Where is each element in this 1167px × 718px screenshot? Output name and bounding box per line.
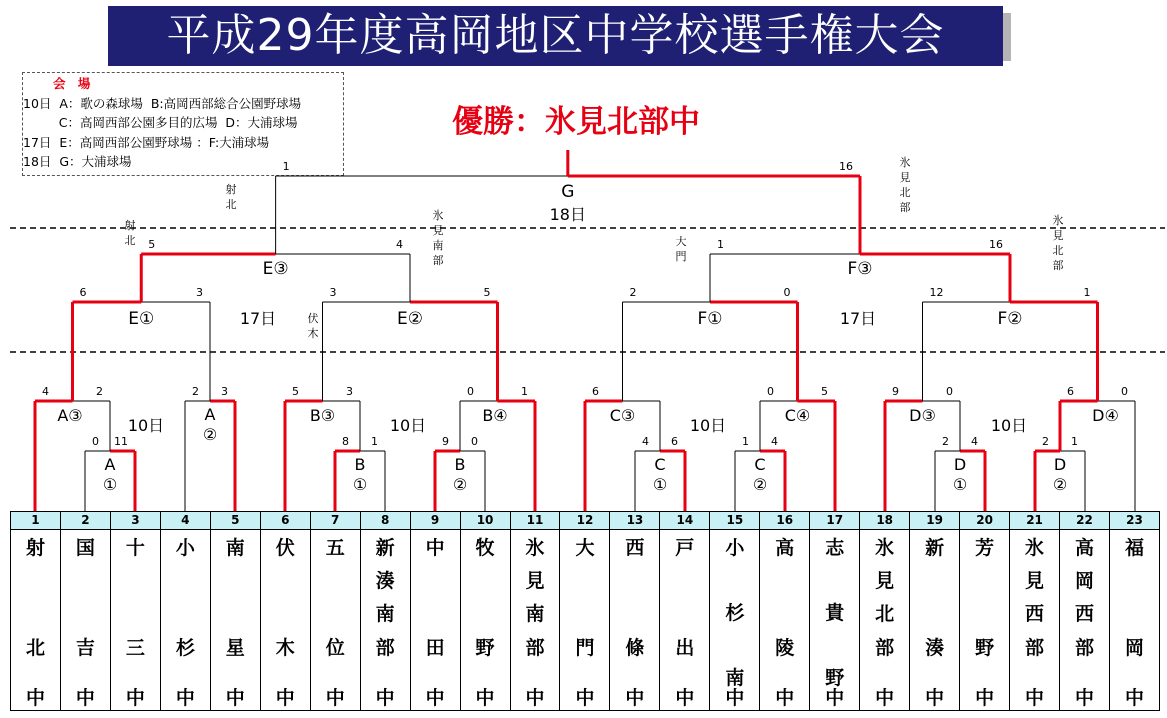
score-left: 5 — [148, 238, 156, 251]
score-right: 0 — [783, 286, 791, 299]
match-label: A — [104, 455, 116, 474]
team-name: 十 三 中 — [110, 530, 160, 711]
team-number: 7 — [310, 512, 360, 530]
score-left: 12 — [929, 286, 944, 299]
score-left: 2 — [942, 435, 949, 448]
match-label: E② — [397, 309, 423, 329]
team-name: 中 田 中 — [410, 530, 460, 711]
score-left: 4 — [42, 385, 49, 398]
match-label: ② — [452, 475, 468, 494]
score-right: 3 — [221, 385, 228, 398]
match-label: ① — [952, 475, 968, 494]
team-number: 2 — [60, 512, 110, 530]
day-label: 10日 — [689, 416, 727, 435]
team-name: 志 貴 野 中 — [810, 530, 860, 711]
team-number: 16 — [760, 512, 810, 530]
match-label: B④ — [482, 406, 508, 425]
match-label: F② — [997, 309, 1023, 329]
score-right: 0 — [946, 385, 953, 398]
match-label: B — [454, 455, 466, 474]
score-left: 3 — [329, 286, 337, 299]
match-label: E① — [128, 309, 155, 329]
teams-table — [10, 511, 1160, 711]
score-right: 6 — [671, 435, 678, 448]
score-left: 5 — [292, 385, 299, 398]
advancer-label: 氷 — [432, 209, 444, 222]
team-number: 14 — [660, 512, 710, 530]
match-label: C③ — [609, 406, 636, 425]
team-number: 17 — [810, 512, 860, 530]
day-label: 17日 — [839, 309, 877, 328]
advancer-label: 北 — [1052, 244, 1064, 257]
score-right: 11 — [114, 435, 128, 448]
score-left: 2 — [629, 286, 637, 299]
venue-line: 17日 E：高岡西部公園野球場 ：F:大浦球場 — [23, 134, 270, 150]
team-name: 氷 見 西 部 中 — [1010, 530, 1060, 711]
match-label: A③ — [57, 406, 83, 425]
advancer-label: 氷 — [1052, 214, 1064, 227]
team-number: 13 — [610, 512, 660, 530]
venue-line: C：高岡西部公園多目的広場 D：大浦球場 — [23, 115, 298, 131]
day-label: 10日 — [990, 416, 1028, 435]
match-label: C — [654, 455, 666, 474]
score-left: 0 — [767, 385, 774, 398]
day-label: 17日 — [239, 309, 277, 328]
match-label: D③ — [909, 406, 936, 425]
score-right: 4 — [396, 238, 403, 251]
match-label: ① — [102, 475, 118, 494]
match-label: F① — [697, 309, 723, 329]
team-name: 西 條 中 — [610, 530, 660, 711]
advancer-label: 大 — [675, 235, 687, 248]
advancer-label: 木 — [307, 327, 319, 340]
score-left: 6 — [592, 385, 599, 398]
page-title: 平成29年度高岡地区中学校選手権大会 — [108, 6, 1003, 66]
team-number: 15 — [710, 512, 760, 530]
team-name: 氷 見 南 部 中 — [510, 530, 560, 711]
score-right: 0 — [1121, 385, 1128, 398]
team-number: 9 — [410, 512, 460, 530]
match-label: F③ — [847, 259, 873, 279]
advancer-label: 北 — [124, 234, 136, 247]
score-left: 9 — [892, 385, 899, 398]
advancer-label: 北 — [225, 198, 237, 211]
match-label: G — [561, 182, 575, 202]
team-name: 牧 野 中 — [460, 530, 510, 711]
advancer-label: 門 — [675, 250, 687, 263]
score-left: 1 — [717, 238, 724, 251]
team-number: 23 — [1109, 512, 1159, 530]
score-right: 1 — [1071, 435, 1078, 448]
score-right: 16 — [989, 238, 1003, 251]
advancer-label: 氷 — [899, 156, 911, 169]
team-number: 20 — [960, 512, 1010, 530]
team-name: 南 星 中 — [210, 530, 260, 711]
day-label: 10日 — [389, 416, 427, 435]
advancer-label: 射 — [225, 183, 237, 196]
score-right: 5 — [483, 286, 491, 299]
team-name: 高 陵 中 — [760, 530, 810, 711]
advancer-label: 南 — [432, 239, 444, 252]
team-name: 氷 見 北 部 中 — [860, 530, 910, 711]
team-number: 1 — [11, 512, 61, 530]
score-right: 4 — [971, 435, 978, 448]
team-number: 8 — [360, 512, 410, 530]
team-name: 大 門 中 — [560, 530, 610, 711]
team-name: 小 杉 南 中 — [710, 530, 760, 711]
team-number: 18 — [860, 512, 910, 530]
venue-line: 10日 A：歌の森球場 B:高岡西部総合公園野球場 — [23, 95, 302, 111]
team-number: 22 — [1060, 512, 1110, 530]
score-left: 0 — [467, 385, 474, 398]
team-number: 19 — [910, 512, 960, 530]
team-name: 五 位 中 — [310, 530, 360, 711]
team-name: 戸 出 中 — [660, 530, 710, 711]
team-number: 3 — [110, 512, 160, 530]
score-left: 8 — [342, 435, 349, 448]
team-name: 新 湊 中 — [910, 530, 960, 711]
team-number: 6 — [260, 512, 310, 530]
match-label: C④ — [784, 406, 811, 425]
team-name: 福 岡 中 — [1109, 530, 1159, 711]
score-left: 1 — [282, 160, 290, 173]
score-right: 3 — [196, 286, 203, 299]
match-label: E③ — [262, 259, 289, 279]
score-right: 1 — [371, 435, 378, 448]
score-right: 0 — [471, 435, 478, 448]
match-label: B③ — [309, 406, 336, 425]
match-label: ① — [352, 475, 368, 494]
score-left: 0 — [92, 435, 99, 448]
match-label: D — [1053, 455, 1067, 474]
team-name: 新 湊 南 部 中 — [360, 530, 410, 711]
advancer-label: 北 — [899, 186, 911, 199]
match-label: ② — [1052, 475, 1068, 494]
team-name: 芳 野 中 — [960, 530, 1010, 711]
team-name: 射 北 中 — [11, 530, 61, 711]
team-number: 10 — [460, 512, 510, 530]
team-name: 国 吉 中 — [60, 530, 110, 711]
match-label: C — [754, 455, 766, 474]
score-right: 1 — [1083, 286, 1091, 299]
score-right: 3 — [346, 385, 353, 398]
score-left: 2 — [1042, 435, 1049, 448]
team-number: 4 — [160, 512, 210, 530]
score-left: 4 — [642, 435, 649, 448]
team-number: 21 — [1010, 512, 1060, 530]
champion-banner: 優勝：氷見北部中 — [452, 104, 700, 140]
score-left: 6 — [1067, 385, 1074, 398]
venue-line: 18日 G：大浦球場 — [23, 154, 132, 170]
score-right: 1 — [521, 385, 528, 398]
day-label: 10日 — [127, 416, 165, 435]
team-number: 11 — [510, 512, 560, 530]
score-right: 16 — [839, 160, 853, 173]
advancer-label: 見 — [432, 224, 444, 237]
day-label: 18日 — [549, 205, 586, 224]
team-name: 高 岡 西 部 中 — [1060, 530, 1110, 711]
advancer-label: 部 — [1052, 259, 1064, 272]
score-right: 5 — [821, 385, 828, 398]
score-left: 1 — [742, 435, 749, 448]
match-label: ② — [202, 425, 218, 444]
match-label: D④ — [1092, 406, 1119, 425]
match-label: D — [953, 455, 967, 474]
match-label: B — [354, 455, 366, 474]
advancer-label: 見 — [1052, 229, 1064, 242]
score-left: 6 — [79, 286, 87, 299]
score-right: 4 — [771, 435, 778, 448]
match-label: A — [204, 405, 216, 424]
team-name: 小 杉 中 — [160, 530, 210, 711]
score-right: 2 — [96, 385, 103, 398]
team-number: 12 — [560, 512, 610, 530]
match-label: ② — [752, 475, 768, 494]
team-number: 5 — [210, 512, 260, 530]
venue-heading: 会 場 — [53, 76, 95, 91]
team-name: 伏 木 中 — [260, 530, 310, 711]
score-left: 9 — [442, 435, 449, 448]
advancer-label: 伏 — [307, 312, 319, 325]
advancer-label: 見 — [899, 171, 911, 184]
advancer-label: 射 — [124, 219, 136, 232]
match-label: ① — [652, 475, 668, 494]
advancer-label: 部 — [432, 254, 444, 267]
score-left: 2 — [192, 385, 199, 398]
advancer-label: 部 — [899, 201, 911, 214]
